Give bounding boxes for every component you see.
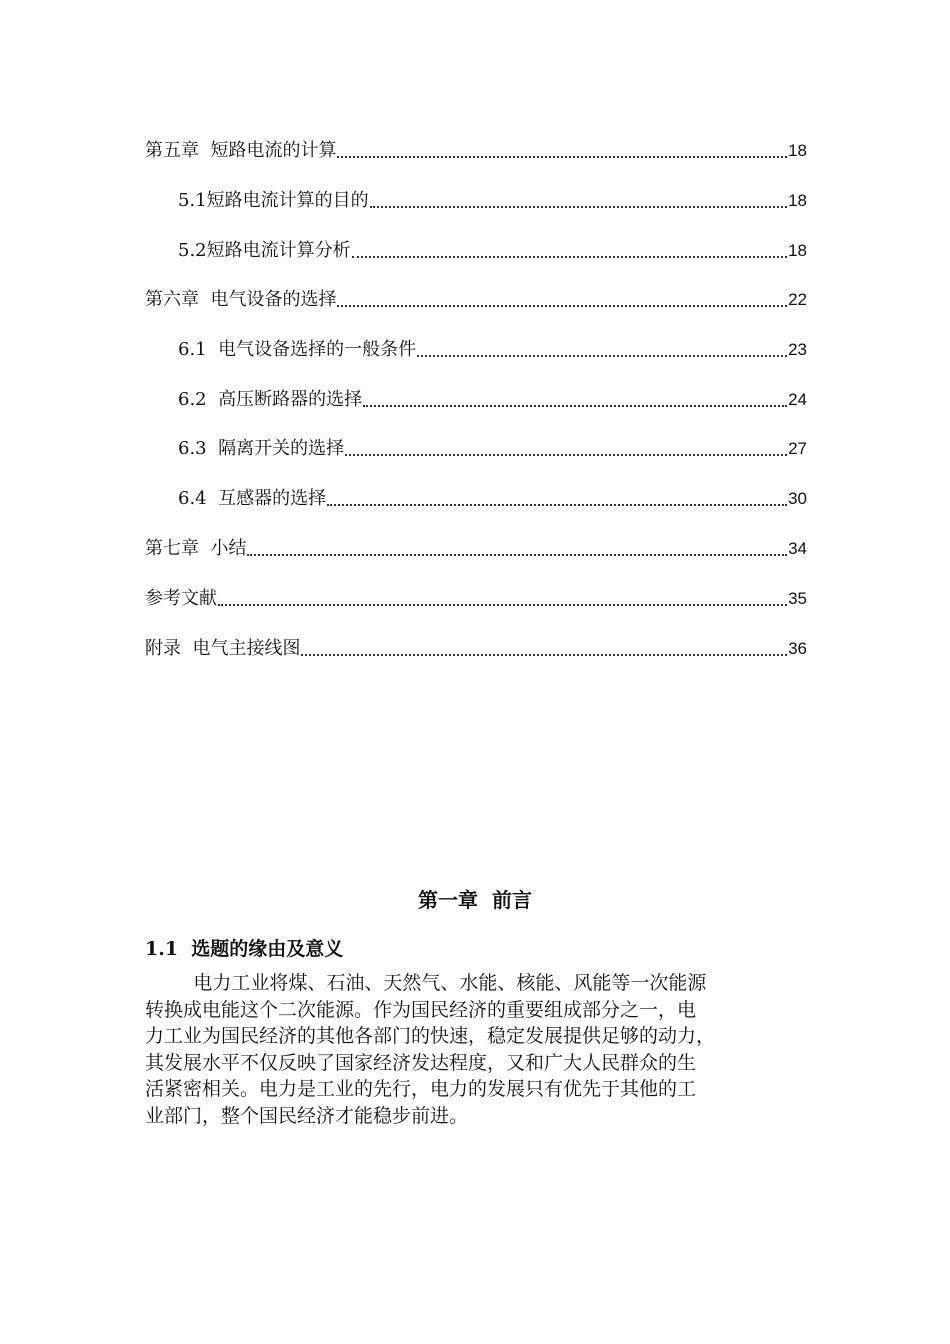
toc-entry-page: 18 [788, 191, 807, 210]
toc-entry[interactable] [145, 287, 807, 313]
toc-entry[interactable] [178, 436, 807, 462]
toc-entry-label: 6.1 电气设备选择的一般条件 [178, 339, 417, 360]
toc-entry-label: 5.1短路电流计算的目的 [178, 190, 369, 211]
toc-entry-page: 35 [788, 589, 807, 608]
body-line: 业部门，整个国民经济才能稳步前进。 [145, 1104, 469, 1127]
toc-entry[interactable] [178, 387, 807, 413]
body-paragraph [145, 970, 810, 1129]
toc-entry[interactable] [178, 188, 807, 214]
toc-leader-dots [363, 405, 787, 407]
toc-entry-page: 34 [788, 539, 807, 558]
toc-entry-page: 18 [788, 141, 807, 160]
toc-entry[interactable] [145, 138, 807, 164]
toc-entry-page: 24 [788, 390, 807, 409]
toc-entry[interactable] [145, 586, 807, 612]
toc-entry-page: 22 [788, 290, 807, 309]
toc-entry[interactable] [178, 486, 807, 512]
toc-entry-label: 第六章 电气设备的选择 [145, 289, 337, 310]
toc-entry-page: 30 [788, 489, 807, 508]
toc-entry-label: 附录 电气主接线图 [145, 638, 301, 659]
toc-entry-label: 第五章 短路电流的计算 [145, 140, 337, 161]
body-line: 活紧密相关。电力是工业的先行，电力的发展只有优先于其他的工 [145, 1078, 697, 1100]
toc-entry[interactable] [178, 238, 807, 264]
toc-entry-label: 参考文献 [145, 588, 217, 609]
toc-entry-label: 第七章 小结 [145, 538, 247, 559]
toc-leader-dots [352, 256, 787, 258]
toc-leader-dots [247, 554, 787, 556]
toc-leader-dots [370, 206, 787, 208]
toc-leader-dots [327, 504, 787, 506]
toc-entry-page: 18 [788, 241, 807, 260]
toc-entry-label: 6.2 高压断路器的选择 [178, 389, 363, 410]
body-line: 转换成电能这个二次能源。作为国民经济的重要组成部分之一，电 [145, 998, 697, 1021]
body-line: 力工业为国民经济的其他各部门的快速，稳定发展提供足够的动力， [145, 1025, 716, 1047]
toc-entry[interactable] [145, 636, 807, 662]
toc-entry-page: 23 [788, 340, 807, 359]
toc-leader-dots [417, 355, 787, 357]
body-line: 电力工业将煤、石油、天然气、水能、核能、风能等一次能源 [145, 972, 707, 994]
section-title: 1.1 选题的缘由及意义 [145, 938, 344, 960]
chapter-title: 第一章 前言 [418, 888, 532, 912]
toc-entry[interactable] [145, 536, 807, 562]
toc-entry-label: 5.2短路电流计算分析 [178, 240, 351, 261]
toc-entry[interactable] [178, 337, 807, 363]
toc-entry-page: 36 [788, 639, 807, 658]
toc-entry-page: 27 [788, 439, 807, 458]
toc-entry-label: 6.4 互感器的选择 [178, 488, 327, 509]
toc-leader-dots [345, 454, 787, 456]
toc-leader-dots [337, 156, 787, 158]
toc-leader-dots [218, 604, 787, 606]
toc-leader-dots [301, 654, 787, 656]
body-line: 其发展水平不仅反映了国家经济发达程度，又和广大人民群众的生 [145, 1051, 697, 1074]
toc-entry-label: 6.3 隔离开关的选择 [178, 438, 345, 459]
toc-leader-dots [337, 305, 787, 307]
